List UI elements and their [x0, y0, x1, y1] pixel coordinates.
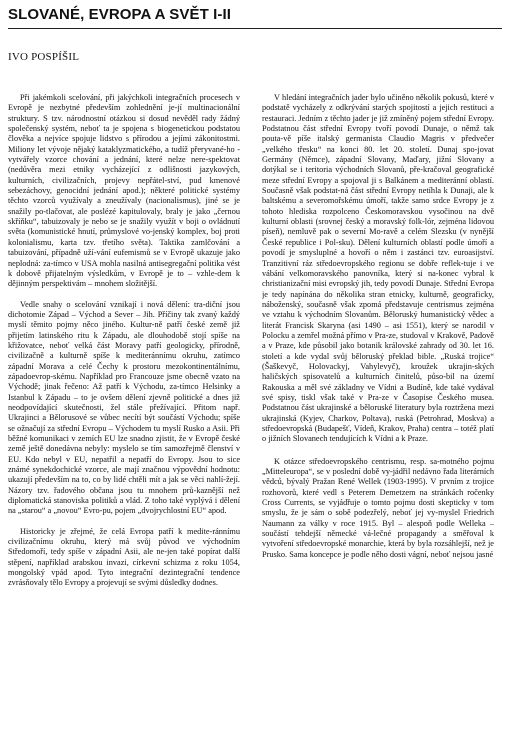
- article-author: IVO POSPÍŠIL: [8, 51, 80, 63]
- article-title: SLOVANÉ, EVROPA A SVĚT I-II: [8, 6, 232, 23]
- left-column: [8, 93, 240, 738]
- body-paragraph: K otázce středoevropského centrismu, resp. sa-motného pojmu „Mitteleuropa“, se v poslední době vy-jádřil nedávno řada literárních vědců, bývalý Pražan René Wellek (1903-1995). V prvním z trojice rozhovorů, které vedl s Peterem Demetzem na stránkách ročenky Cross Currents, se vyjádřuje o tomto pojmu dosti skepticky v tom smyslu, že je sám o sobě podezřelý, neboť jej vy-myslel Friedrich Naumann za války v roce 1915. Byl – alespoň podle Welleka – součástí tehdejší německé vá-lečné propagandy a směřoval k vytvoření středoevropské monarchie, která by byla rozsáhlejší, než je Prusko. Sama koncepce je podle něho dosti vágní, neboť nejsou jasné: [262, 456, 494, 559]
- body-paragraph: Historicky je zřejmé, že celá Evropa patří k medite-ránnímu civilizačnímu okruhu, který má svůj původ ve východním Středomoří, tedy spíše v západní Asii, ale ne-jen také popírat další stěpení, například arabskou invazi, církevní schizma z roku 1054, mongolský vpád apod. Tyto integrační dezintegrační tendence zvrásňovaly tělo Evropy a projevují se svými důsledky dodnes.: [8, 526, 240, 588]
- body-paragraph: Vedle snahy o scelování vznikají i nová dělení: tra-diční jsou dichotomie Západ – Východ a Sever – Jih. Příčiny tak zvaný každý myslí těmito pojmy něco jiného. Kultur-ně patří české země již přijetím latinského ritu k Západu, ale dlouhodobě stojí spíše na křižovatce, neboť velká část Moravy patří geologicky, přírodně, civilizačně a kulturně spíše k mediteránnímu okruhu, zatímco západní Morava a celé Čechy k prostoru mezokontinentálnímu, západoevrop-skému. Například pro Francouze jsme obecně vzato na Východě; jinak řečeno: Až patří k Východu, za-tímco Helsinky a Istanbul k Západu – to je ovšem dělení zjevně politické a dnes již neodpovídající skutečnosti, žel stále přežívající. Přitom např. Ukrajinci a Bělorusové se vůbec necítí být součástí Východu; spíše se ožnačují za střední Evropu – Východem tu myslí Rusko a Asii. Při běžné komunikaci v zemích EU lze snadno zjistit, že v Evropě české země ještě donedávna nebyly: myslelo se tím samozřejmě členství v EU. Kdo nebyl v EU, nepatřil a nepatří do Evropy. Jsou to sice známé synekdochické vzorce, ale mají značnou výpovědní hodnotu: ukazují především na to, co by lidé chtěli mít a jak se věci nahlí-žejí. Názory tzv. řadového občana jsou tu mnohem prů-kaznější než diplomatická stanoviska politiků a vlád. Z toho také vyplývá i dělení na „starou“ a „novou“ Evro-pu, pojem „dvojrychlostní EU“ apod.: [8, 299, 240, 516]
- body-paragraph: V hledání integračních jader bylo učiněno několik pokusů, které v podstatě vycházely z odkrývání starých spojitostí a jejich restituci a restauraci. Jedním z těchto jader je již zmíněný pojem střední Evropy. Podstatnou část střední Evropy tvoří povodí Dunaje, o němž tak pouta-vě píše italský germanista Claudio Magris v předvečer „velkého třesku“ na konci 80. let 20. století. Dunaj spo-jovat Germány (Němce), západní Slovany, Maďary, jižní Slovany a dotýkal se i teritoria východních Slovanů, pře-kračoval geografické meze střední Evropy a spojoval ji s Balkánem a mediteránní oblastí. Současně však podstat-ná část střední Evropy netíhla k Dunaji, ale k baltskému a severomořskému úmoří, takže samo srdce Evropy je z tohoto hlediska rozpolceno Českomoravskou vysočinou na dvě kulturní oblasti (srovnej český a moravský folk-lór, zejména lidovou píseň), nemluvě pak o severní Mo-ravě a celém Slezsku (v nynější České republice i Pol-sku). Dělení kulturních oblastí podle úmoří a povodí je smysluplné a hovoří o něm i zastánci tzv. euroasijství. Tranzitivní ráz středoevropského regionu se dobře reflek-tuje i ve vábání velkomoravského panovníka, který si na-konec vybral k christianizační misi evropský jih, tedy povodí Dunaje. Střední Evropa je tedy napínána do několika stran etnicky, kulturně, geograficky, náboženský, současně však zpomá představuje centrismus zejména ve vztahu k východním Slovanům. Běloruský humanistický vědec a literát Francisk Skaryna (asi 1490 – asi 1551), který se narodil v Polocku a zemřel možná přímo v Pra-ze, studoval v Krakově, Padově a v Praze, kde působil jako botanik královské zahrady od 30. let 16. století a kde vydal svůj běloruský překlad bible. „Ruská trojice“ (Šaškevyč, Holovackyj, Vahylevyč), kroužek ukrajin-ských haličských spisovatelů a kulturních činitelů, půso-bil na území Rakouska a měl své základny ve Vídni a Budíně, kde také vydával své spisy, tiskl však také v Pra-ze v Časopise Českého musea. Podstatnou část ukrajinské a běloruské literatury byla roztržena mezi ukrajinská (Kyjev, Charkov, Poltava), ruská (Petrohrad, Moskva) a středoevropská (Budapešť, Vídeň, Krakov, Praha) centra – totéž platí o jižních Slovanech tendujících k Vídni a k Praze.: [262, 93, 494, 444]
- right-column: [262, 93, 494, 738]
- title-rule: [8, 28, 502, 29]
- body-paragraph: Při jakémkoli scelování, při jakýchkoli integračních procesech v Evropě je nezbytné především zohlednění je-jí multinacionální struktury. S tzv. národnostní otázkou si dosud nevěděl rady žádný společenský systém, neboť ta je spojena s biogenetickou podstatou člověka a nejvíce spojuje lidstvo s přírodou a jejími zákonitostmi. Miliony let vývoje nějaký kataklyzmatického, a tudíž přeryvané-ho - vytvářely vzorce chování a jednání, které nelze nere-spektovat (nedůvěra mezi etniky vycházející z odlišnosti jazykových, kulturních, civilizačních, projevy nepřátel-ství, pud kmenové sebezáchovy, genocidní jednání apod.); některé politické systémy těchto vzorců využívaly a zneužívaly (nacionalismus), jiné se je snažily po-tlačovat, ale poslézé kapitulovaly, braly je jako „černou skříňku“, tabuizovaly je nebo se je snažily využít v boji o ovládnutí světa (komunistické hnutí, průmyslové vo-jenský komplex, boj proti kolonialismu, karta tzv. třetího světa). Taktika zamlčování a tabuizování, případně uží-vání eufemismů se v Evropě ukazuje jako neplodná: za-tímco v USA mohla nasilná antisegregační politika vést k dobově přijatelným výsledkům, v Evropě je to – vzhle-dem k dějinným perspektivám – mnohem složitější.: [8, 93, 240, 289]
